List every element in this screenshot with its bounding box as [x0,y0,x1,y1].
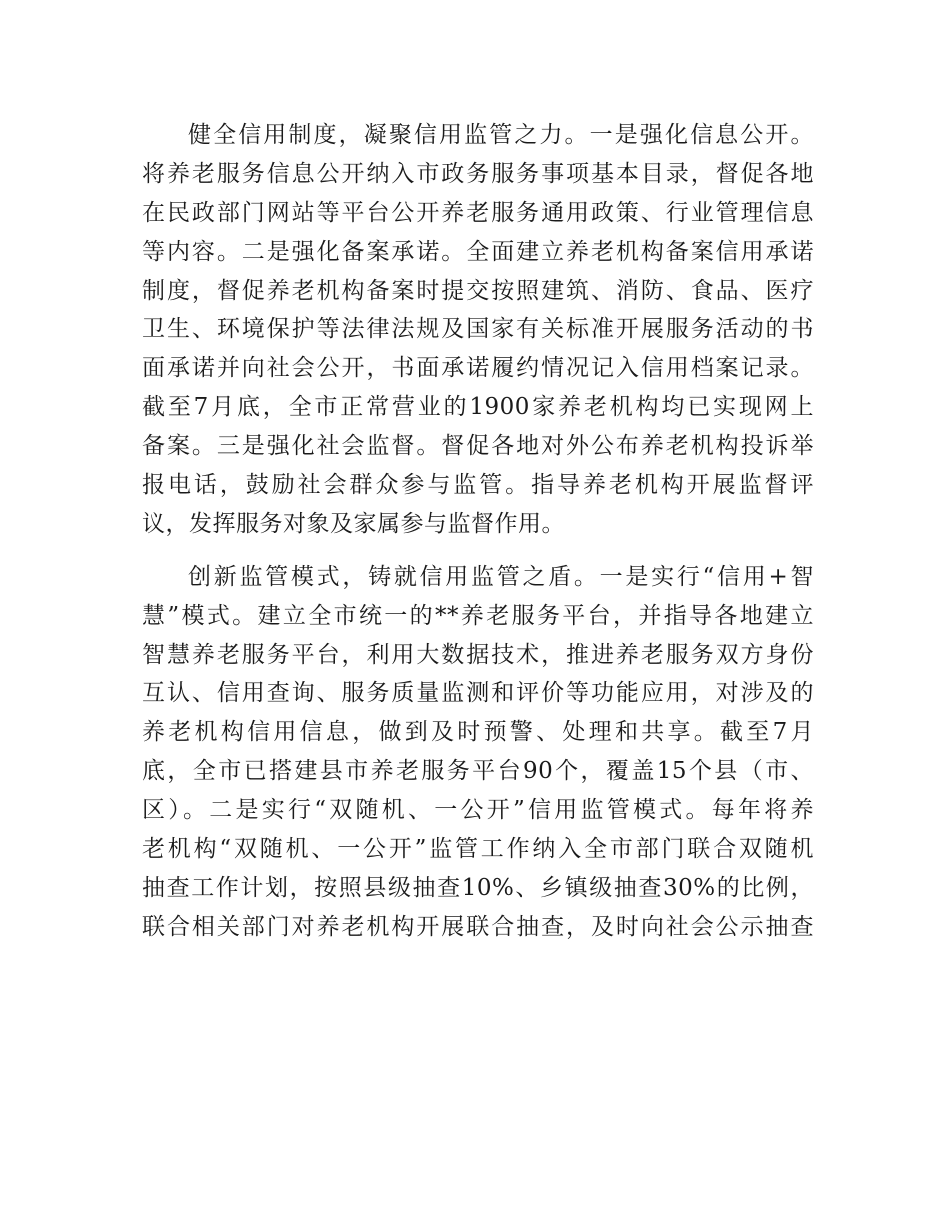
text-line: 抽查工作计划，按照县级抽查10%、乡镇级抽查30%的比例， [142,874,814,901]
text-line: 互认、信用查询、服务质量监测和评价等功能应用，对涉及的 [142,680,814,707]
text-line: 等内容。二是强化备案承诺。全面建立养老机构备案信用承诺 [142,238,814,265]
text-line: 健全信用制度，凝聚信用监管之力。一是强化信息公开。 [188,122,814,148]
text-line: 联合相关部门对养老机构开展联合抽查，及时向社会公示抽查 [142,913,814,940]
paragraph-supervision-mode [142,558,814,947]
paragraph-spacer [142,544,814,558]
text-line: 将养老服务信息公开纳入市政务服务事项基本目录，督促各地 [142,160,814,187]
text-line: 备案。三是强化社会监督。督促各地对外公布养老机构投诉举 [142,433,814,460]
text-line: 创新监管模式，铸就信用监管之盾。一是实行“信用+智 [188,563,814,590]
text-line: 卫生、环境保护等法律法规及国家有关标准开展服务活动的书 [142,316,814,343]
text-line: 慧”模式。建立全市统一的**养老服务平台，并指导各地建立 [142,602,814,629]
text-line: 区）。二是实行“双随机、一公开”信用监管模式。每年将养 [142,797,814,824]
text-line: 智慧养老服务平台，利用大数据技术，推进养老服务双方身份 [142,641,814,668]
text-line: 报电话，鼓励社会群众参与监管。指导养老机构开展监督评 [142,472,814,499]
document-body [142,116,814,947]
text-line: 老机构“双随机、一公开”监管工作纳入全市部门联合双随机 [142,836,814,863]
text-line: 养老机构信用信息，做到及时预警、处理和共享。截至7月 [142,719,814,746]
text-line: 底，全市已搭建县市养老服务平台90个，覆盖15个县（市、 [142,758,814,785]
text-line: 制度，督促养老机构备案时提交按照建筑、消防、食品、医疗 [142,277,814,304]
text-line: 面承诺并向社会公开，书面承诺履约情况记入信用档案记录。 [142,355,814,382]
text-line: 议，发挥服务对象及家属参与监督作用。 [142,510,565,537]
paragraph-credit-system [142,116,814,544]
text-line: 截至7月底，全市正常营业的1900家养老机构均已实现网上 [142,394,814,421]
text-line: 在民政部门网站等平台公开养老服务通用政策、行业管理信息 [142,199,814,226]
